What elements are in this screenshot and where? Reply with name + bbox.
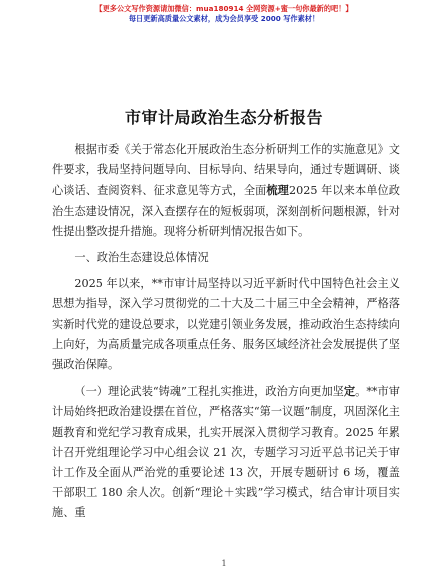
document-title: 市审计局政治生态分析报告 [124,108,323,127]
document-body [52,140,400,524]
promo-line-1: 【更多公文写作资源请加微信：mua180914 全网资源+蜜一句你最新的吧！】 [95,4,353,13]
intro-bold-text: 梳理 [266,183,289,198]
intro-paragraph [52,140,400,242]
subsection-paragraph-1 [52,381,400,523]
subsection-bold-char: 定 [343,384,356,399]
subsection-text-1: 。**市审计局始终把政治建设摆在首位，严格落实“第一议题”制度，巩固深化主题教育和党纪学习教育成果，扎实开展深入贯彻学习教育。2025 年累计召开党组理论学习中心组会议 21 次，专题学习习近平总书记关于审计工作及全面从严治党的重要论述 13 次，开展专题研讨 6 场，覆盖干部职工 180 余人次。创新“理论＋实践”学习模式，结合审计项目实施、重 [52,385,400,520]
page-number: 1 [221,559,227,568]
promo-line-2: 每日更新高质量公文素材，成为会员享受 2000 写作素材！ [128,14,320,23]
section-heading-1: 一、政治生态建设总体情况 [74,251,209,265]
overview-paragraph: 2025 年以来，**市审计局坚持以习近平新时代中国特色社会主义思想为指导，深入学习贯彻党的二十大及二十届三中全会精神，严格落实新时代党的建设总要求，以党建引领业务发展，推动政治生态持续向上向好，为高质量完成各项重点任务、服务区域经济社会发展提供了坚强政治保障。 [52,277,400,372]
intro-text-part-1: 根据市委《关于常态化开展政治生态分析研判工作的实施意见》文件要求，我局坚持问题导向、目标导向、结果导向，通过专题调研、谈心谈话、查阅资料、征求意见等方式，全面 [52,143,400,198]
promo-banner [0,4,448,24]
intro-text-part-2: 2025 年以来本单位政治生态建设情况，深入查摆存在的短板弱项，深刻剖析问题根源，针对性提出整改提升措施。现将分析研判情况报告如下。 [52,184,400,238]
subsection-heading-1: （一）理论武装“铸魂”工程扎实推进，政治方向更加坚 [74,385,344,399]
